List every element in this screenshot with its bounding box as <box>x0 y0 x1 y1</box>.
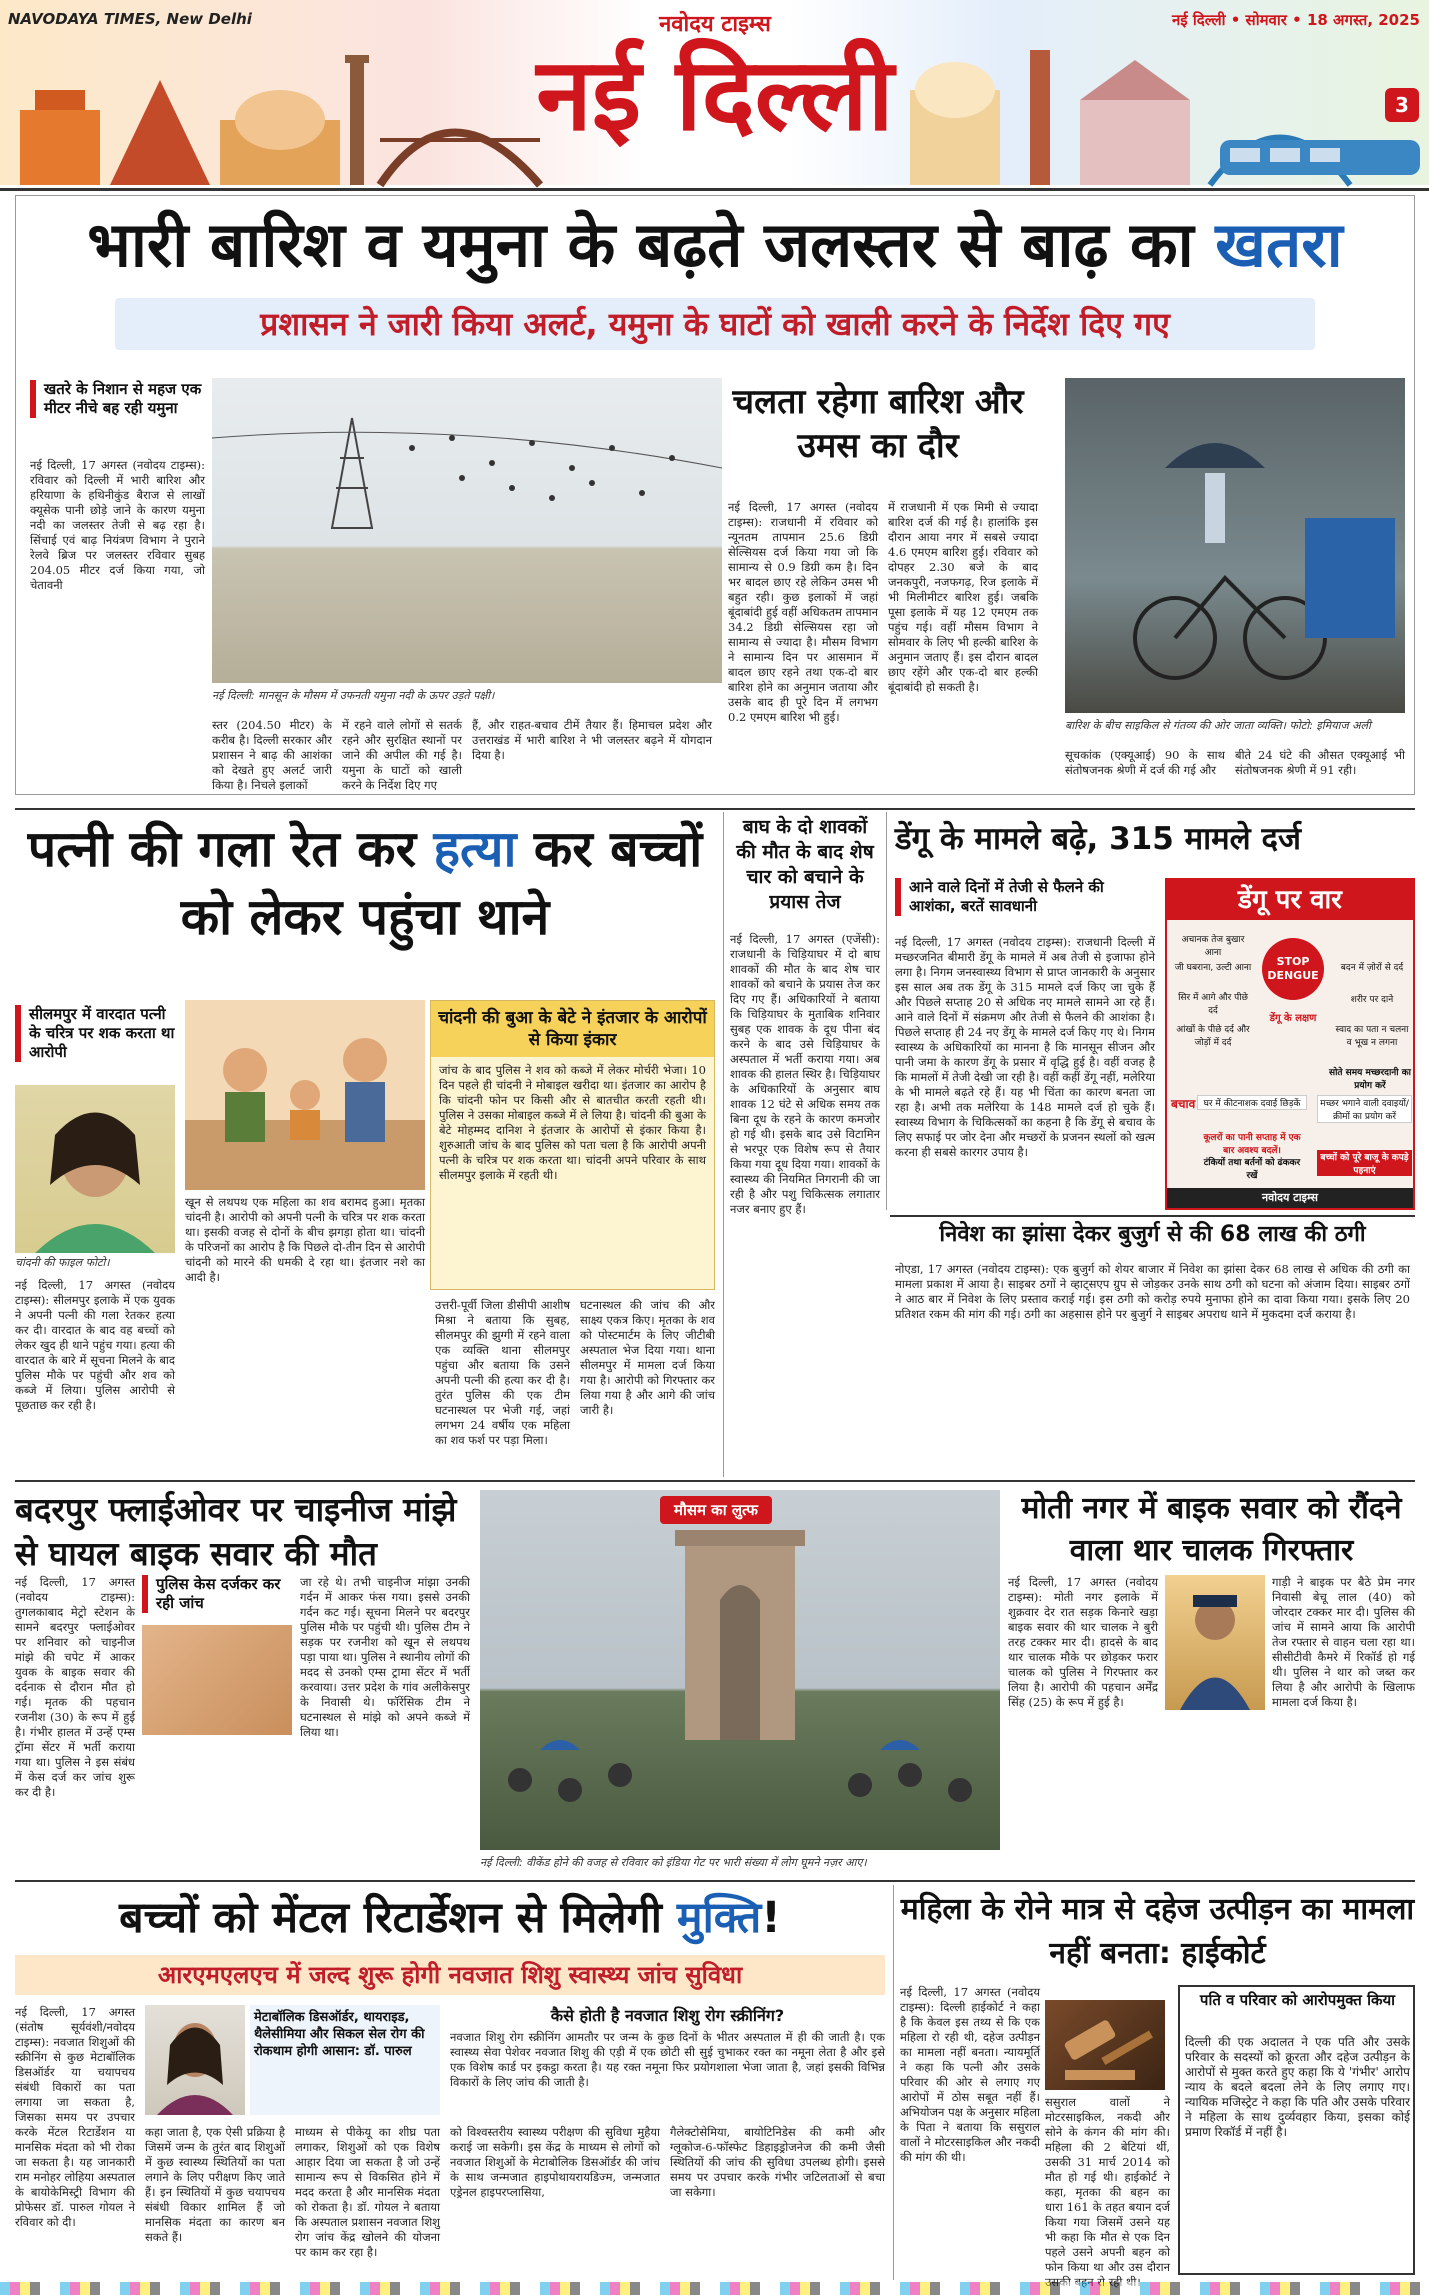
poster-item-2: जी घबराना, उल्टी आना <box>1174 963 1252 973</box>
jhansa-body: नोएडा, 17 अगस्त (नवोदय टाइम्स): एक बुजुर्ग को शेयर बाजार में निवेश का झांसा देकर 68 लाख से अधिक की ठगी का मामला प्रकाश में आया है। साइबर ठगों ने व्हाट्सएप ग्रुप से जोड़कर उनके साथ ठगी को घटना को अंजाम दिया। साइबर ठगों ने आठ बार में निवेश के लिए प्रस्ताव कराई गई। इस ठगी को करोड़ रुपये मुनाफा होने का दावा किया गया। इसके लिए 20 प्रतिशत रकम की मांग की गई। ठगी का अहसास होने पर बुजुर्ग ने साइबर अपराध थाने में मुकदमा दर्ज कराया है। <box>895 1262 1410 1321</box>
col-rule-1 <box>723 812 724 1477</box>
police-station-illustration <box>185 1000 425 1190</box>
poster-item-1: अचानक तेज बुखार आना <box>1181 935 1245 958</box>
poster-item-6: शरीर पर दाने <box>1350 995 1394 1005</box>
lead-headline-main: भारी बारिश व यमुना के बढ़ते जलस्तर से बाढ़ का <box>87 208 1216 281</box>
section-rule-2 <box>15 1480 1415 1482</box>
dengue-body: नई दिल्ली, 17 अगस्त (नवोदय टाइम्स): राजधानी दिल्ली में मच्छरजनित बीमारी डेंगू के मामले में अब तेजी से इजाफा होने लगा है। निगम जनस्वास्थ्य विभाग से प्राप्त जानकारी के अनुसार इस साल अब तक डेंगू के 315 मामले दर्ज किए जा चुके हैं और पिछले सप्ताह 20 से अधिक नए मामले सामने आ रहे हैं। आने वाले दिनों में संक्रमण और तेजी से फैलने की आशंका है। पिछले सप्ताह ही 24 नए डेंगू के मामले दर्ज किए गए थे। निगम स्वास्थ्य के अधिकारियों का मानना है कि मानसून सीजन और पानी जमा के कारण डेंगू के प्रसार में वृद्धि हुई है। वहीं वजह है कि मामलों में तेजी देखी जा रही है। वहीं कहीं डेंगू नहीं, मलेरिया के भी मामले बढ़ते रहे हैं। यह भी चिंता का कारण बनता जा रहा है। अभी तक मलेरिया के 148 मामले दर्ज हो चुके हैं। स्वास्थ्य विभाग के चिकित्सकों का कहना है कि डेंगू से बचाव के लिए सफाई पर जोर देना और मच्छरों के प्रजनन स्थलों को खत्म करना ही सबसे कारगर उपाय है। <box>895 935 1155 1159</box>
poster-item-3: सिर में आगे और पीछे दर्द <box>1178 993 1248 1016</box>
india-gate-illustration <box>480 1490 1000 1850</box>
rain-photo-cyclist <box>1065 378 1405 713</box>
murder-victim-photo <box>15 1085 175 1253</box>
murder-headline <box>15 815 715 951</box>
lead-photo-caption: नई दिल्ली: मानसून के मौसम में उफनती यमुना नदी के ऊपर उड़ते पक्षी। <box>212 689 495 702</box>
manjha-kicker: पुलिस केस दर्जकर कर रही जांच <box>142 1575 292 1613</box>
pylon-illustration <box>212 378 722 683</box>
poster-stop-sign <box>1262 938 1324 1000</box>
moti-photo-accused <box>1165 1575 1265 1710</box>
poster-item-5: बदन में ज़ोरों से दर्द <box>1340 963 1404 973</box>
poster-stop-text: STOP DENGUE <box>1267 955 1319 982</box>
hc-headline: महिला के रोने मात्र से दहेज उत्पीड़न का मामला नहीं बनता: हाईकोर्ट <box>900 1892 1415 1971</box>
manjha-body-1: नई दिल्ली, 17 अगस्त (नवोदय टाइम्स): तुगलकाबाद मेट्रो स्टेशन के सामने बदरपुर फ्लाईओवर पर शनिवार को चाइनीज मांझे की चपेट में आकर युवक के बाइक सवार की दर्दनाक से दौरान मौत हो गई। मृतक की पहचान रजनीश (30) के रूप में हुई है। गंभीर हालत में उन्हें एम्स ट्रॉमा सेंटर में भर्ती कराया गया था। पुलिस ने इस संबंध में केस दर्ज कर जांच शुरू कर दी है। <box>15 1575 135 1799</box>
jhansa-headline: निवेश का झांसा देकर बुजुर्ग से की 68 लाख की ठगी <box>939 1222 1366 1247</box>
murder-photo-caption: चांदनी की फाइल फोटो। <box>15 1256 110 1269</box>
weather-photo-caption: नई दिल्ली: वीकेंड होने की वजह से रविवार को इंडिया गेट पर भारी संख्या में लोग घूमने नज़र आए। <box>480 1856 867 1869</box>
lead-headline-accent: खतरा <box>1215 208 1343 281</box>
color-register-strip <box>0 2282 1429 2295</box>
murder-inset-body: जांच के बाद पुलिस ने शव को कब्जे में लेकर मोर्चरी भेजा। 10 दिन पहले ही चांदनी ने मोबाइल खरीदा था। इंतजार का आरोप है कि चांदनी फोन पर किसी और से बातचीत करती रहती थी। पुलिस ने उसका मोबाइल कब्जे में ले लिया है। चांदनी की बुआ के बेटे मोहम्मद दानिश ने इंतजार के आरोपों से इंकार किया है। शुरुआती जांच के बाद पुलिस को पता चला है कि आरोपी अपनी पत्नी के चरित्र पर शक करता था। चांदनी अपने परिवार के साथ सीलमपुर इलाके में रहती थी। <box>439 1063 706 1182</box>
weather-photo-tag: मौसम का लुत्फ <box>660 1496 772 1524</box>
murder-inset-head: चांदनी की बुआ के बेटे ने इंतजार के आरोपों से किया इंकार <box>431 1001 714 1057</box>
lead-subhead <box>115 298 1315 350</box>
mental-subhead <box>15 1955 885 1995</box>
col-rule-3 <box>893 1885 894 2280</box>
poster-side-label: डेंगू के लक्षण <box>1269 1013 1317 1024</box>
mental-body-4: नवजात शिशु रोग स्क्रीनिंग आमतौर पर जन्म के कुछ दिनों के भीतर अस्पताल में ही की जाती है। एक स्वास्थ्य सेवा पेशेवर नवजात शिशु की एड़ी में एक छोटी सी सुई चुभाकर रक्त का नमूना लेता है और इसे एक विशेष कार्ड पर इकट्ठा करता है। यह रक्त नमूना फिर प्रयोगशाला भेजा जाता है, जहां इसकी विभिन्न विकारों के लिए जांच की जाती है। <box>450 2030 885 2089</box>
rain-body-2: में राजधानी में एक मिमी से ज्यादा बारिश दर्ज की गई है। हालांकि इस दौरान आया नगर में सबसे ज्यादा 4.6 एमएम बारिश हुई। रविवार को दोपहर 2.30 बजे के बाद जनकपुरी, नजफगढ़, रिज इलाके में भी मिलीमीटर बारिश हुई। जबकि पूसा इलाके में यह 12 एमएम तक पहुंच गई। वहीं मौसम विभाग ने सोमवार के लिए भी हल्की बारिश के अनुमान जताए हैं। इस दौरान बादल छाए रहेंगे और एक-दो बार हल्की बूंदाबांदी हो सकती है। <box>888 500 1038 694</box>
mental-headline-main: बच्चों को मेंटल रिटार्डेशन से मिलेगी <box>119 1893 677 1943</box>
dengue-kicker: आने वाले दिनों में तेजी से फैलने की आशंका, बरतें सावधानी <box>895 878 1155 916</box>
masthead-left-text: NAVODAYA TIMES, New Delhi <box>8 10 252 28</box>
gavel-illustration <box>1045 2000 1165 2090</box>
murder-body-4: घटनास्थल की जांच की और साक्ष्य एकत्र किए। मृतका के शव को पोस्टमार्टम के लिए जीटीबी अस्पताल भेज दिया गया। थाना सीलमपुर में मामला दर्ज किया गया है। आरोपी को गिरफ्तार कर लिया गया है और आगे की जांच जारी है। <box>580 1298 715 1417</box>
poster-item-4: आंखों के पीछे दर्द और जोड़ों में दर्द <box>1176 1025 1250 1048</box>
mental-headline-end: ! <box>761 1893 781 1943</box>
murder-body-2: खून से लथपथ एक महिला का शव बरामद हुआ। मृतका चांदनी है। आरोपी को अपनी पत्नी के चरित्र पर शक करता था। इसकी वजह से दोनों के बीच झगड़ा होता था। चांदनी के परिजनों का आरोप है कि पिछले दो-तीन दिन से आरोपी चांदनी को मारने की धमकी दे रहा था। इंतजार नशे का आदी है। <box>185 1195 425 1284</box>
poster-tip: सोते समय मच्छरदानी का प्रयोग करें <box>1329 1068 1411 1091</box>
poster-kids: बच्चों को पूरे बाजू के कपड़े पहनाएं <box>1317 1150 1412 1176</box>
murder-body-1: नई दिल्ली, 17 अगस्त (नवोदय टाइम्स): सीलमपुर इलाके में एक युवक ने अपनी पत्नी की गला रेतकर हत्या कर दी। वारदात के बाद वह बच्चों को लेकर खुद ही थाने पहुंच गया। हत्या की वारदात के बारे में सूचना मिलने के बाद पुलिस मौके पर पहुंची और शव को कब्जे में लिया। पुलिस आरोपी से पूछताछ कर रही है। <box>15 1278 175 1412</box>
hc-gavel-photo <box>1045 2000 1165 2090</box>
moti-headline: मोती नगर में बाइक सवार को रौंदने वाला थार चालक गिरफ्तार <box>1021 1491 1402 1568</box>
rain-photo-caption: बारिश के बीच साइकिल से गंतव्य की ओर जाता व्यक्ति। फोटो: इमियाज अली <box>1065 719 1371 732</box>
doctor-portrait <box>145 2005 245 2115</box>
poster-brand: नवोदय टाइम्स <box>1167 1188 1413 1208</box>
rain-body-4: बीते 24 घंटे की औसत एक्यूआई भी संतोषजनक श्रेणी में 91 रही। <box>1235 748 1405 777</box>
mental-side-head: कैसे होती है नवजात शिशु रोग स्क्रीनिंग? <box>550 2006 785 2025</box>
manjha-headline: बदरपुर फ्लाईओवर पर चाइनीज मांझे से घायल बाइक सवार की मौत <box>15 1490 457 1573</box>
dengue-headline: डेंगू के मामले बढ़े, 315 मामले दर्ज <box>895 821 1301 857</box>
masthead <box>0 0 1429 185</box>
masthead-brand-big: नई दिल्ली <box>536 36 894 153</box>
hc-body-2-col: ससुराल वालों ने मोटरसाइकिल, नकदी और सोने के कंगन की मांग की। महिला की 2 बेटियां थीं, उसकी 31 मार्च 2014 को मौत हो गई थी। हाईकोर्ट ने कहा, मृतका की बहन का धारा 161 के तहत बयान दर्ज किया गया जिसमें उसने यह भी कहा कि मौत से एक दिन पहले उसने अपनी बहन को फोन किया था और उस दौरान <box>1045 2095 1170 2274</box>
cheetah-headline: बाघ के दो शावकों की मौत के बाद शेष चार को बचाने के प्रयास तेज <box>736 816 874 913</box>
poster-tank: टंकियों तथा बर्तनों को ढंककर रखें <box>1203 1158 1301 1181</box>
lead-photo-yamuna <box>212 378 722 683</box>
murder-illustration <box>185 1000 425 1190</box>
cyclist-illustration <box>1065 378 1405 713</box>
mental-body-5: को विश्वस्तरीय स्वास्थ्य परीक्षण की सुविधा मुहैया कराई जा सकेगी। इस केंद्र के माध्यम से लोगों को नवजात शिशुओं के मेटाबोलिक डिसऑर्डर की जांच के साथ जन्मजात हाइपोथायरायडिज्म, जन्मजात एड्रेनल हाइपरप्लासिया, <box>450 2125 660 2199</box>
page-number: 3 <box>1385 88 1419 122</box>
moti-body-1: नई दिल्ली, 17 अगस्त (नवोदय टाइम्स): मोती नगर इलाके में शुक्रवार देर रात सड़क किनारे खड़ा बाइक सवार की थार चालक ने बुरी तरह टक्कर मार दी। हादसे के बाद थार चालक मौके पर छोड़कर फरार चालक को पुलिस ने गिरफ्तार कर लिया है। आरोपी की पहचान अर्मेंद्र सिंह (25) के रूप में हुई है। <box>1008 1575 1158 1709</box>
poster-bottom-right: मच्छर भगाने वाली दवाइयों/क्रीमों का प्रयोग करें <box>1317 1095 1412 1123</box>
poster-cooler: कूलरों का पानी सप्ताह में एक बार अवश्य बदलें। <box>1203 1133 1301 1156</box>
mental-headline-accent: मुक्ति <box>676 1893 762 1943</box>
dengue-poster <box>1165 878 1415 1210</box>
hc-body-1: नई दिल्ली, 17 अगस्त (नवोदय टाइम्स): दिल्ली हाईकोर्ट ने कहा है कि केवल इस तथ्य से कि एक महिला रो रही थी, दहेज उत्पीड़न का मामला नहीं बनता। न्यायमूर्ति ने कहा कि पत्नी और उसके परिवार की ओर से लगाए गए आरोपों में ठोस सबूत नहीं हैं। अभियोजन पक्ष के अनुसार महिला के पिता ने बताया कि ससुराल वालों ने मोटरसाइकिल और नकदी की मांग की थी। <box>900 1985 1041 2164</box>
lead-body-2: स्तर (204.50 मीटर) के करीब है। दिल्ली सरकार और प्रशासन ने बाढ़ की आशंका को देखते हुए अलर्ट जारी किया है। निचले इलाकों <box>212 718 332 792</box>
lead-kicker: खतरे के निशान से महज एक मीटर नीचे बह रही यमुना <box>30 380 205 418</box>
section-rule-3 <box>15 1880 1415 1882</box>
rain-body-3: सूचकांक (एक्यूआई) 90 के साथ संतोषजनक श्रेणी में दर्ज की गई और <box>1065 748 1225 777</box>
cheetah-body: नई दिल्ली, 17 अगस्त (एजेंसी): राजधानी के चिड़ियाघर में दो बाघ शावकों की मौत के बाद शेष चार शावकों को बचाने के प्रयास तेज कर दिए गए हैं। अधिकारियों ने बताया कि चिड़ियाघर के मुताबिक शनिवार सुबह एक शावक के दूध पीना बंद करने के बाद उसे चिड़ियाघर के अस्पताल में भर्ती कराया गया। अब शावक की हालत स्थिर है। चिड़ियाघर के अधिकारियों के अनुसार बाघ शावक 12 घंटे से अधिक समय तक बिना दूध के रहने के कारण कमजोर हो गई थी। इसके बाद उसे विटामिन से भरपूर एक विशेष रूप से तैयार किया गया दूध दिया गया। शावकों के स्वास्थ्य की नियमित निगरानी की जा रही है और पशु चिकित्सक लगातार नजर बनाए हुए हैं। <box>730 932 880 1216</box>
manjha-photo <box>142 1625 292 1735</box>
poster-title: डेंगू पर वार <box>1167 880 1413 920</box>
mental-subhead-text: आरएमएलएच में जल्द शुरू होगी नवजात शिशु स्वास्थ्य जांच सुविधा <box>157 1961 743 1989</box>
mental-body-3: माध्यम से पीकेयू का शीघ्र पता लगाकर, शिशुओं को एक विशेष आहार दिया जा सकता है जो उन्हें सामान्य रूप से विकसित होने में मदद करता है और मानसिक मंदता को रोकता है। डॉ. गोयल ने बताया कि अस्पताल प्रशासन नवजात शिशु रोग जांच केंद्र खोलने की योजना पर काम कर रहा है। <box>295 2125 440 2259</box>
murder-kicker: सीलमपुर में वारदात पत्नी के चरित्र पर शक करता था आरोपी <box>15 1005 175 1062</box>
lead-headline <box>30 205 1400 285</box>
rain-headline: चलता रहेगा बारिश और उमस का दौर <box>732 382 1024 466</box>
masthead-rule <box>0 188 1429 191</box>
masthead-dateline: नई दिल्ली • सोमवार • 18 अगस्त, 2025 <box>1171 11 1420 29</box>
police-officer-illustration <box>1165 1575 1265 1710</box>
lead-body-4: हैं, और राहत-बचाव टीमें तैयार हैं। हिमाचल प्रदेश और उत्तराखंड में भारी बारिश ने भी जलस्तर बढ़ने में योगदान दिया है। <box>472 718 712 762</box>
moti-body-2: गाड़ी ने बाइक पर बैठे प्रेम नगर निवासी बेचू लाल (40) को जोरदार टक्कर मार दी। पुलिस की जांच में सामने आया कि आरोपी तेज रफ्तार से वाहन चला रहा था। सीसीटीवी कैमरे में रिकॉर्ड हो गई थी। पुलिस ने थार को जब्त कर लिया है और आरोपी के खिलाफ मामला दर्ज किया है। <box>1272 1575 1415 1709</box>
murder-headline-text: पत्नी की गला रेत कर हत्या कर बच्चों को लेकर पहुंचा थाने <box>27 820 703 946</box>
col-rule-2 <box>886 812 887 1210</box>
poster-item-7: स्वाद का पता न चलना व भूख न लगना <box>1335 1025 1409 1048</box>
murder-headline-accent: हत्या <box>433 820 517 878</box>
lead-body-3: में रहने वाले लोगों से सतर्क रहने और सुरक्षित स्थानों पर जाने की अपील की गई है। यमुना के घाटों को खाली करने के निर्देश दिए गए <box>342 718 462 792</box>
poster-bachav-label: बचाव <box>1171 1097 1196 1111</box>
hc-side-head: पति व परिवार को आरोपमुक्त किया <box>1199 1991 1396 2009</box>
poster-bottom-left: घर में कीटनाशक दवाई छिड़कें <box>1197 1095 1307 1110</box>
lead-subhead-text: प्रशासन ने जारी किया अलर्ट, यमुना के घाटों को खाली करने के निर्देश दिए गए <box>260 305 1170 343</box>
manjha-body-2: जा रहे थे। तभी चाइनीज मांझा उनकी गर्दन में आकर फंस गया। इससे उनकी गर्दन कट गई। सूचना मिलने पर बदरपुर पुलिस मौके पर पहुंची थी। पुलिस टीम ने सड़क पर रजनीश को खून से लथपथ पड़ा पाया था। पुलिस ने स्थानीय लोगों की मदद से उनको एम्स ट्रामा सेंटर में भर्ती करवाया। उत्तर प्रदेश के गांव अलीकेसपुर के निवासी थे। फॉरेंसिक टीम ने घटनास्थल से मांझे को अपने कब्जे में लिया था। <box>300 1575 470 1739</box>
mental-body-1: नई दिल्ली, 17 अगस्त (संतोष सूर्यवंशी/नवोदय टाइम्स): नवजात शिशुओं की स्क्रीनिंग से कुछ मेटाबॉलिक डिसऑर्डर या चयापचय संबंधी विकारों का पता लगाया जा सकता है, जिसका समय पर उपचार करके मेंटल रिटार्डेशन या मानसिक मंदता को भी रोका जा सकता है। यह जानकारी राम मनोहर लोहिया अस्पताल के बायोकेमिस्ट्री विभाग की प्रोफेसर डॉ. पारुल गोयल ने रविवार को दी। <box>15 2005 135 2229</box>
mental-body-2: कहा जाता है, एक ऐसी प्रक्रिया है जिसमें जन्म के तुरंत बाद शिशुओं में कुछ स्वास्थ्य स्थितियों का पता लगाने के लिए परीक्षण किए जाते हैं। इन स्थितियों में कुछ चयापचय संबंधी विकार शामिल हैं जो मानसिक मंदता का कारण बन सकते हैं। <box>145 2125 285 2244</box>
hc-body-3: दिल्ली की एक अदालत ने एक पति और उसके परिवार के सदस्यों को क्रूरता और दहेज उत्पीड़न के आरोपों से मुक्त करते हुए कहा कि ये 'गंभीर' आरोप न्याय के बदले बदला लेने के लिए लगाए गए। न्यायिक मजिस्ट्रेट ने कहा कि पति और उसके परिवार ने महिला के साथ दुर्व्यवहार किया, इसका कोई प्रमाण रिकॉर्ड में नहीं है। <box>1185 2035 1410 2139</box>
murder-inset <box>430 1000 715 1290</box>
lead-body-1: नई दिल्ली, 17 अगस्त (नवोदय टाइम्स): रविवार को दिल्ली में भारी बारिश और हरियाणा के हथिनीकुंड बैराज से लाखों क्यूसेक पानी छोड़े जाने के कारण यमुना नदी का जलस्तर तेजी से बढ़ रहा है। सिंचाई एवं बाढ़ नियंत्रण विभाग ने पुराने रेलवे ब्रिज पर जलस्तर रविवार सुबह 204.05 मीटर दर्ज किया गया, जो चेतावनी <box>30 458 205 592</box>
masthead-brand-small: नवोदय टाइम्स <box>659 12 771 37</box>
murder-body-3: उत्तरी-पूर्वी जिला डीसीपी आशीष मिश्रा ने बताया कि सुबह, सीलमपुर की झुग्गी में रहने वाला एक व्यक्ति थाना सीलमपुर पहुंचा और बताया कि उसने अपनी पत्नी की हत्या कर दी है। तुरंत पुलिस की एक टीम घटनास्थल पर भेजी गई, जहां लगभग 24 वर्षीय एक महिला का शव फर्श पर पड़ा मिला। <box>435 1298 570 1447</box>
section-rule-1 <box>15 808 1415 810</box>
victim-portrait <box>15 1085 175 1253</box>
weather-photo <box>480 1490 1000 1850</box>
mental-doctor-photo <box>145 2005 245 2115</box>
mental-body-6: गैलेक्टोसेमिया, बायोटिनिडेस की कमी और ग्लूकोज-6-फॉस्फेट डिहाइड्रोजनेज की कमी जैसी स्थितियों की जांच की सुविधा उपलब्ध होगी। इससे समय पर उपचार करके गंभीर जटिलताओं से बचा जा सकेगा। <box>670 2125 885 2199</box>
mental-inset: मेटाबॉलिक डिसऑर्डर, थायराइड, थैलेसीमिया और सिकल सेल रोग की रोकथाम होगी आसान: डॉ. पारुल <box>250 2005 440 2115</box>
rain-body-1: नई दिल्ली, 17 अगस्त (नवोदय टाइम्स): राजधानी में रविवार को न्यूनतम तापमान 25.6 डिग्री सेल्सियस दर्ज किया गया जो कि सामान्य से 0.9 डिग्री कम है। दिन भर बादल छाए रहे लेकिन उमस भी बहुत रही। कुछ इलाकों में जहां बूंदाबांदी हुई वहीं अधिकतम तापमान 34.2 डिग्री सेल्सियस रहा जो सामान्य से ज्यादा है। मौसम विभाग ने सामान्य दिन पर आसमान में बादल छाए रहने तथा एक-दो बार बारिश होने का अनुमान जताया और उसके बाद ही पूरे दिन में लगभग 0.2 एमएम बारिश भी हुई। <box>728 500 878 724</box>
mental-headline <box>15 1888 885 1948</box>
